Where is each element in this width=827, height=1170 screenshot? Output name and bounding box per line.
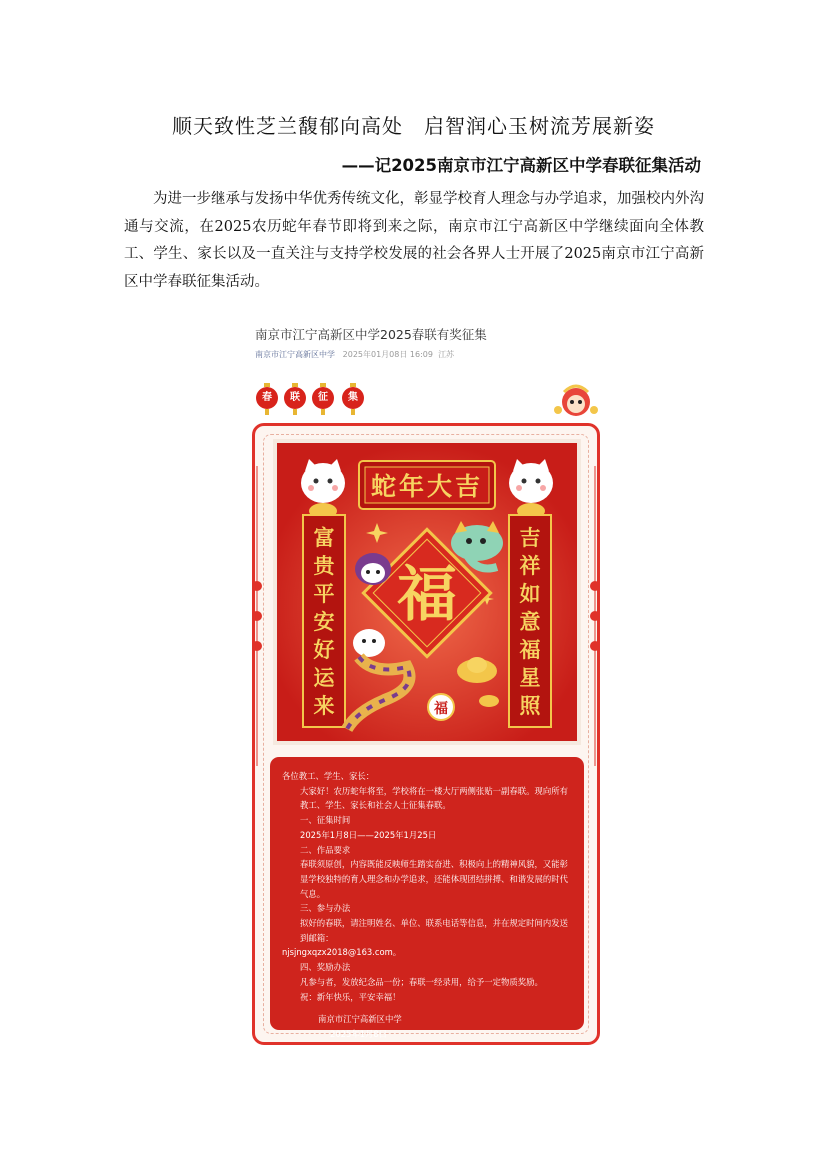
notice-email: njsjngxqzx2018@163.com。 <box>282 947 402 958</box>
right-couplet-char: 意 <box>519 609 541 634</box>
document-subtitle: ——记2025南京市江宁高新区中学春联征集活动 <box>341 156 701 175</box>
document-title: 顺天致性芝兰馥郁向高处 启智润心玉树流芳展新姿 <box>172 114 655 138</box>
lantern-icon: 征 <box>312 387 334 409</box>
notice-wish: 祝：新年快乐，平安幸福！ <box>300 991 401 1002</box>
notice-date: 2025年1月8日 <box>330 1028 388 1039</box>
notice-section-title: 一、征集时间 <box>300 815 351 826</box>
notice-section-title: 三、参与办法 <box>300 903 351 914</box>
right-couplet-char: 吉 <box>519 525 541 550</box>
article-meta <box>255 349 595 360</box>
banner-text: 蛇年大吉 <box>370 472 484 501</box>
article-title: 南京市江宁高新区中学2025春联有奖征集 <box>255 327 487 342</box>
left-couplet-char: 贵 <box>313 553 335 578</box>
snake-mascot-icon <box>355 553 391 585</box>
lantern-icon: 联 <box>284 387 306 409</box>
notice-section-text: 拟好的春联，请注明姓名、单位、联系电话等信息，并在规定时间内发送到邮箱： <box>300 918 568 943</box>
article-header <box>255 325 595 360</box>
right-couplet-char: 星 <box>519 665 541 690</box>
intro-paragraph: 为进一步继承与发扬中华优秀传统文化，彰显学校育人理念与办学追求，加强校内外沟通与交流，在2025农历蛇年春节即将到来之际，南京市江宁高新区中学继续面向全体教工、学生、家长以及一直关注与支持学校发展的社会各界人士开展了2025南京市江宁高新区中学春联征集活动。 <box>124 191 704 290</box>
right-couplet-char: 照 <box>519 693 541 718</box>
notice-section-text: 凡参与者，发放纪念品一份；春联一经录用，给予一定物质奖励。 <box>300 976 543 987</box>
notice-section-title: 四、奖励办法 <box>300 962 351 973</box>
article-location: 江苏 <box>438 350 455 359</box>
left-couplet-char: 运 <box>313 665 335 690</box>
lantern-string-icon <box>251 466 263 766</box>
left-couplet-char: 安 <box>313 609 335 634</box>
left-couplet-char: 来 <box>313 693 335 718</box>
notice-signature: 南京市江宁高新区中学 <box>318 1014 402 1025</box>
fu-character: 福 <box>397 560 457 630</box>
article-source: 南京市江宁高新区中学 <box>255 350 335 359</box>
right-couplet-char: 福 <box>519 637 541 662</box>
notice-section-text: 2025年1月8日——2025年1月25日 <box>300 829 437 840</box>
right-couplet-char: 祥 <box>519 553 541 578</box>
left-couplet-char: 平 <box>313 581 335 606</box>
notice-section-title: 二、作品要求 <box>300 844 351 855</box>
left-couplet-char: 好 <box>313 637 335 662</box>
spring-couplet-poster <box>277 443 577 741</box>
article-datetime: 2025年01月08日 16:09 <box>342 350 433 359</box>
notice-paragraph: 大家好！农历蛇年将至，学校将在一楼大厅两侧张贴一副春联。现向所有教工、学生、家长和社会人士征集春联。 <box>300 785 568 811</box>
notice-greeting: 各位教工、学生、家长： <box>282 771 375 781</box>
lantern-string-icon <box>589 466 601 766</box>
left-couplet-char: 富 <box>313 525 335 550</box>
notice-section-text: 春联须原创，内容既能反映师生踏实奋进、积极向上的精神风貌，又能彰显学校独特的育人理念和办学追求，还能体现团结拼搏、和谐发展的时代气息。 <box>300 859 568 899</box>
small-fu-text: 福 <box>434 701 448 717</box>
lantern-icon: 春 <box>256 387 278 409</box>
right-couplet-char: 如 <box>519 581 541 606</box>
lion-dance-icon <box>550 380 600 420</box>
notice-card <box>270 757 584 1039</box>
small-fu-badge <box>428 694 454 720</box>
lantern-icon: 集 <box>342 387 364 409</box>
